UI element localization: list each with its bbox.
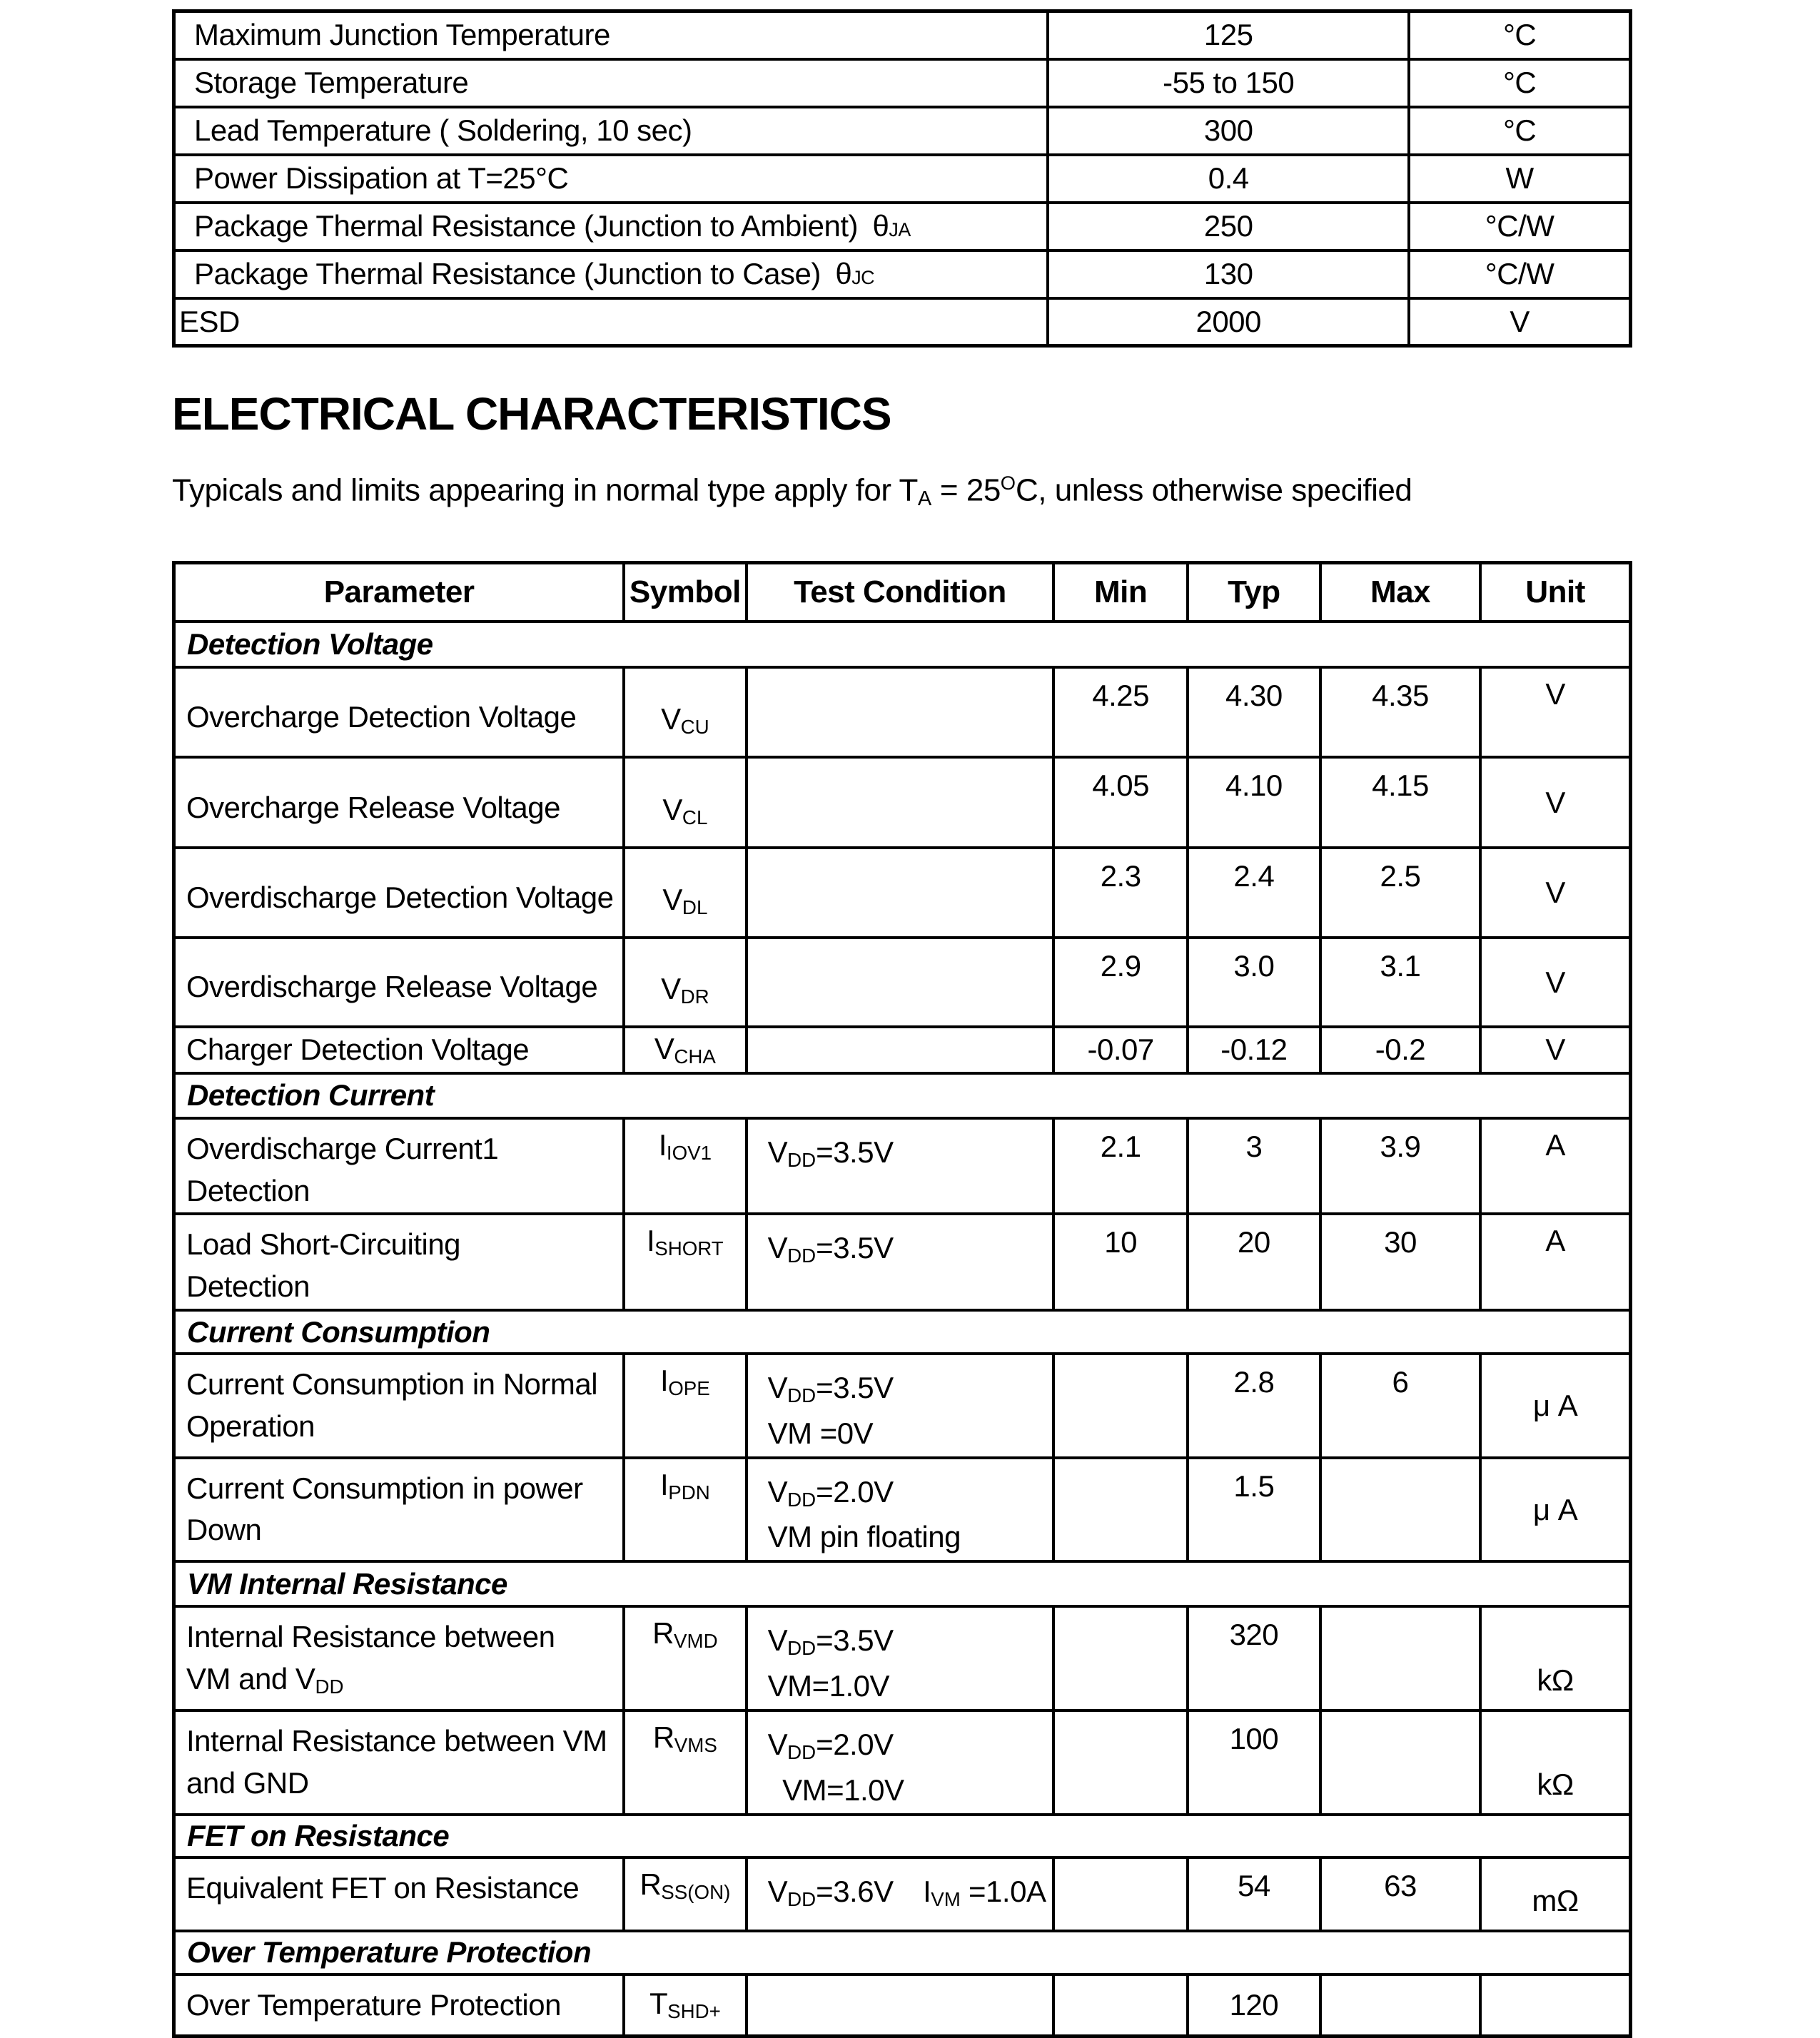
- symbol-cell: $R_{SS(ON)}$: [624, 1857, 746, 1931]
- ec-section-row: [174, 1073, 1631, 1118]
- unit-cell: [1480, 1974, 1630, 2037]
- ec-row: [174, 938, 1631, 1027]
- symbol-cell: $R_{VMD}$: [624, 1606, 746, 1710]
- ec-section-row: [174, 1561, 1631, 1606]
- param-line: Current Consumption in Normal: [186, 1367, 598, 1401]
- rating-row: [174, 11, 1631, 59]
- column-header-test-condition: Test Condition: [747, 563, 1054, 622]
- section-label: VM Internal Resistance: [174, 1561, 1631, 1606]
- rating-unit: °C/W: [1409, 250, 1630, 298]
- max-cell: 3.1: [1320, 938, 1481, 1027]
- text-script: PDN: [668, 1481, 710, 1504]
- cond-cell: [747, 1606, 1054, 1710]
- text-script: DR: [680, 985, 709, 1008]
- min-cell: [1053, 1606, 1188, 1710]
- text-script: DD: [787, 1637, 817, 1660]
- unit-cell: kΩ: [1480, 1606, 1630, 1710]
- param-line: Operation: [186, 1409, 315, 1443]
- max-cell: 6: [1320, 1354, 1481, 1458]
- text-script: DD: [315, 1675, 344, 1698]
- min-cell: 10: [1053, 1214, 1188, 1310]
- text-script: CU: [680, 716, 709, 739]
- max-cell: -0.2: [1320, 1027, 1481, 1073]
- ec-section-row: [174, 1931, 1631, 1974]
- column-header-max: Max: [1320, 563, 1481, 622]
- text-script: VMS: [674, 1734, 717, 1757]
- param-cell: [174, 1974, 625, 2037]
- unit-cell: mΩ: [1480, 1857, 1630, 1931]
- rating-label: Package Thermal Resistance (Junction to Ambient) θJA: [174, 203, 1048, 250]
- cond-cell: [747, 757, 1054, 848]
- column-header-parameter: Parameter: [174, 563, 625, 622]
- symbol-cell: $T_{SHD+}$: [624, 1974, 746, 2037]
- param-line: Internal Resistance between: [186, 1620, 555, 1654]
- text-script: JA: [889, 219, 911, 240]
- text-script: A: [917, 487, 932, 511]
- param-line: VM and $V_{DD}$: [186, 1662, 344, 1698]
- rating-unit: °C/W: [1409, 203, 1630, 250]
- unit-cell: V: [1480, 938, 1630, 1027]
- text-script: DL: [682, 896, 708, 919]
- param-cell: [174, 1606, 625, 1710]
- page-content: [172, 0, 1632, 2038]
- ec-header-row: [174, 563, 1631, 622]
- param-line: Overcharge Detection Voltage: [186, 700, 577, 734]
- min-cell: [1053, 1710, 1188, 1815]
- param-cell: [174, 1458, 625, 1562]
- rating-label: ESD: [174, 298, 1048, 346]
- typ-cell: -0.12: [1188, 1027, 1320, 1073]
- symbol-cell: $V_{CL}$: [624, 757, 746, 848]
- min-cell: [1053, 1354, 1188, 1458]
- cond-line: VM=1.0V: [767, 1669, 890, 1703]
- cond-line: $V_{DD}=3.5V$: [767, 1135, 894, 1171]
- ec-row: [174, 1974, 1631, 2037]
- rating-label: Power Dissipation at T=25°C: [174, 155, 1048, 203]
- symbol-cell: $V_{CHA}$: [624, 1027, 746, 1073]
- text-script: DD: [787, 1384, 817, 1407]
- cond-line: VM =0V: [767, 1416, 874, 1450]
- symbol-cell: $V_{CU}$: [624, 667, 746, 757]
- text-script: SHORT: [654, 1237, 724, 1260]
- param-cell: [174, 757, 625, 848]
- typ-cell: 120: [1188, 1974, 1320, 2037]
- unit-cell: A: [1480, 1214, 1630, 1310]
- rating-value: 300: [1048, 107, 1409, 155]
- param-cell: [174, 1118, 625, 1215]
- section-label: Over Temperature Protection: [174, 1931, 1631, 1974]
- rating-row: [174, 59, 1631, 107]
- param-line: Overcharge Release Voltage: [186, 791, 560, 825]
- min-cell: 4.25: [1053, 667, 1188, 757]
- unit-cell: μ A: [1480, 1354, 1630, 1458]
- text-script: DD: [787, 1741, 817, 1764]
- page-title: ELECTRICAL CHARACTERISTICS: [172, 388, 891, 440]
- cond-cell: [747, 1118, 1054, 1215]
- typ-cell: 2.4: [1188, 848, 1320, 938]
- min-cell: 2.9: [1053, 938, 1188, 1027]
- ec-row: [174, 1214, 1631, 1310]
- section-label: Detection Voltage: [174, 622, 1631, 667]
- rating-value: 0.4: [1048, 155, 1409, 203]
- electrical-characteristics-table: [172, 561, 1632, 2038]
- ec-row: [174, 757, 1631, 848]
- max-cell: 4.35: [1320, 667, 1481, 757]
- ec-row: [174, 1710, 1631, 1815]
- param-line: Load Short-Circuiting: [186, 1227, 461, 1262]
- param-line: Current Consumption in power: [186, 1471, 583, 1505]
- unit-cell: V: [1480, 1027, 1630, 1073]
- column-header-typ: Typ: [1188, 563, 1320, 622]
- symbol-cell: $V_{DL}$: [624, 848, 746, 938]
- text-script: O: [1000, 472, 1016, 494]
- param-cell: [174, 1027, 625, 1073]
- text-script: SHD+: [667, 2000, 721, 2023]
- symbol-cell: $I_{OPE}$: [624, 1354, 746, 1458]
- cond-line: $V_{DD}=3.6V$ $I_{VM} =1.0A$: [767, 1874, 1046, 1910]
- ec-row: [174, 1606, 1631, 1710]
- cond-cell: [747, 1857, 1054, 1931]
- text-script: DD: [787, 1887, 817, 1910]
- ec-table-body: [174, 622, 1631, 2037]
- min-cell: [1053, 1458, 1188, 1562]
- rating-label: Lead Temperature ( Soldering, 10 sec): [174, 107, 1048, 155]
- max-cell: 3.9: [1320, 1118, 1481, 1215]
- rating-row: [174, 203, 1631, 250]
- column-header-symbol: Symbol: [624, 563, 746, 622]
- typ-cell: 54: [1188, 1857, 1320, 1931]
- cond-cell: [747, 1354, 1054, 1458]
- param-line: Equivalent FET on Resistance: [186, 1870, 580, 1905]
- max-cell: 4.15: [1320, 757, 1481, 848]
- max-cell: [1320, 1974, 1481, 2037]
- text-script: DD: [787, 1148, 817, 1171]
- cond-cell: [747, 1974, 1054, 2037]
- typ-cell: 3: [1188, 1118, 1320, 1215]
- param-line: Overdischarge Release Voltage: [186, 970, 598, 1004]
- unit-cell: μ A: [1480, 1458, 1630, 1562]
- symbol-cell: $I_{SHORT}$: [624, 1214, 746, 1310]
- text-script: DD: [787, 1488, 817, 1511]
- param-line: Detection: [186, 1269, 310, 1304]
- ec-section-row: [174, 622, 1631, 667]
- rating-value: 130: [1048, 250, 1409, 298]
- rating-row: [174, 250, 1631, 298]
- cond-line: $V_{DD}=2.0V$: [767, 1728, 894, 1764]
- rating-row: [174, 298, 1631, 346]
- ec-row: [174, 1857, 1631, 1931]
- cond-line: $V_{DD}=3.5V$: [767, 1231, 894, 1267]
- symbol-cell: $I_{PDN}$: [624, 1458, 746, 1562]
- column-header-unit: Unit: [1480, 563, 1630, 622]
- param-line: Down: [186, 1513, 262, 1547]
- param-line: Internal Resistance between VM: [186, 1724, 607, 1758]
- rating-unit: V: [1409, 298, 1630, 346]
- unit-cell: V: [1480, 667, 1630, 757]
- param-line: and GND: [186, 1765, 309, 1800]
- typ-cell: 20: [1188, 1214, 1320, 1310]
- param-cell: [174, 667, 625, 757]
- typ-cell: 2.8: [1188, 1354, 1320, 1458]
- param-line: Overdischarge Detection Voltage: [186, 881, 614, 915]
- rating-value: 250: [1048, 203, 1409, 250]
- typ-cell: 3.0: [1188, 938, 1320, 1027]
- cond-cell: [747, 938, 1054, 1027]
- min-cell: 4.05: [1053, 757, 1188, 848]
- cond-line: VM pin floating: [767, 1520, 961, 1554]
- rating-row: [174, 155, 1631, 203]
- unit-cell: V: [1480, 757, 1630, 848]
- symbol-cell: $I_{IOV1}$: [624, 1118, 746, 1215]
- section-subtitle: Typicals and limits appearing in normal type apply for $T_A = 25^OC$, unless otherwise specified: [172, 472, 1412, 511]
- param-cell: [174, 1354, 625, 1458]
- min-cell: 2.1: [1053, 1118, 1188, 1215]
- param-cell: [174, 1710, 625, 1815]
- text-script: SS(ON): [661, 1880, 731, 1903]
- min-cell: [1053, 1857, 1188, 1931]
- typ-cell: 4.10: [1188, 757, 1320, 848]
- min-cell: [1053, 1974, 1188, 2037]
- unit-cell: kΩ: [1480, 1710, 1630, 1815]
- max-cell: [1320, 1458, 1481, 1562]
- section-label: Detection Current: [174, 1073, 1631, 1118]
- ec-row: [174, 1027, 1631, 1073]
- max-cell: [1320, 1710, 1481, 1815]
- cond-cell: [747, 1458, 1054, 1562]
- ec-section-row: [174, 1310, 1631, 1354]
- cond-line: $V_{DD}=3.5V$: [767, 1371, 894, 1407]
- cond-cell: [747, 667, 1054, 757]
- ec-row: [174, 1458, 1631, 1562]
- ec-row: [174, 848, 1631, 938]
- typ-cell: 4.30: [1188, 667, 1320, 757]
- section-label: Current Consumption: [174, 1310, 1631, 1354]
- rating-value: 125: [1048, 11, 1409, 59]
- ec-row: [174, 667, 1631, 757]
- cond-cell: [747, 848, 1054, 938]
- max-cell: 2.5: [1320, 848, 1481, 938]
- param-line: Overdischarge Current1 Detection: [186, 1131, 499, 1207]
- cond-line: VM=1.0V: [767, 1773, 904, 1807]
- text-script: CHA: [674, 1045, 716, 1068]
- cond-cell: [747, 1027, 1054, 1073]
- rating-label: Storage Temperature: [174, 59, 1048, 107]
- text-script: IOV1: [666, 1141, 712, 1164]
- param-cell: [174, 848, 625, 938]
- abs-max-table-body: [174, 11, 1631, 346]
- rating-label: Package Thermal Resistance (Junction to Case) θJC: [174, 250, 1048, 298]
- typ-cell: 1.5: [1188, 1458, 1320, 1562]
- cond-line: $V_{DD}=2.0V$: [767, 1474, 894, 1511]
- text-script: VMD: [674, 1630, 718, 1653]
- rating-value: 2000: [1048, 298, 1409, 346]
- symbol-cell: $V_{DR}$: [624, 938, 746, 1027]
- text-script: CL: [682, 806, 708, 829]
- unit-cell: V: [1480, 848, 1630, 938]
- text-script: VM: [931, 1887, 961, 1910]
- text-script: JC: [851, 267, 875, 288]
- ec-row: [174, 1354, 1631, 1458]
- param-cell: [174, 938, 625, 1027]
- rating-value: -55 to 150: [1048, 59, 1409, 107]
- param-cell: [174, 1857, 625, 1931]
- max-cell: [1320, 1606, 1481, 1710]
- rating-row: [174, 107, 1631, 155]
- max-cell: 30: [1320, 1214, 1481, 1310]
- param-cell: [174, 1214, 625, 1310]
- param-line: Over Temperature Protection: [186, 1987, 561, 2022]
- ec-row: [174, 1118, 1631, 1215]
- min-cell: -0.07: [1053, 1027, 1188, 1073]
- section-label: FET on Resistance: [174, 1815, 1631, 1857]
- rating-unit: °C: [1409, 11, 1630, 59]
- min-cell: 2.3: [1053, 848, 1188, 938]
- absolute-maximum-ratings-table: [172, 9, 1632, 348]
- symbol-cell: $R_{VMS}$: [624, 1710, 746, 1815]
- typ-cell: 100: [1188, 1710, 1320, 1815]
- rating-label: Maximum Junction Temperature: [174, 11, 1048, 59]
- cond-cell: [747, 1214, 1054, 1310]
- text-script: DD: [787, 1244, 817, 1267]
- rating-unit: °C: [1409, 59, 1630, 107]
- cond-line: $V_{DD}=3.5V$: [767, 1623, 894, 1660]
- rating-unit: °C: [1409, 107, 1630, 155]
- cond-cell: [747, 1710, 1054, 1815]
- param-line: Charger Detection Voltage: [186, 1033, 530, 1067]
- column-header-min: Min: [1053, 563, 1188, 622]
- rating-unit: W: [1409, 155, 1630, 203]
- text-script: OPE: [668, 1377, 710, 1400]
- typ-cell: 320: [1188, 1606, 1320, 1710]
- unit-cell: A: [1480, 1118, 1630, 1215]
- max-cell: 63: [1320, 1857, 1481, 1931]
- ec-section-row: [174, 1815, 1631, 1857]
